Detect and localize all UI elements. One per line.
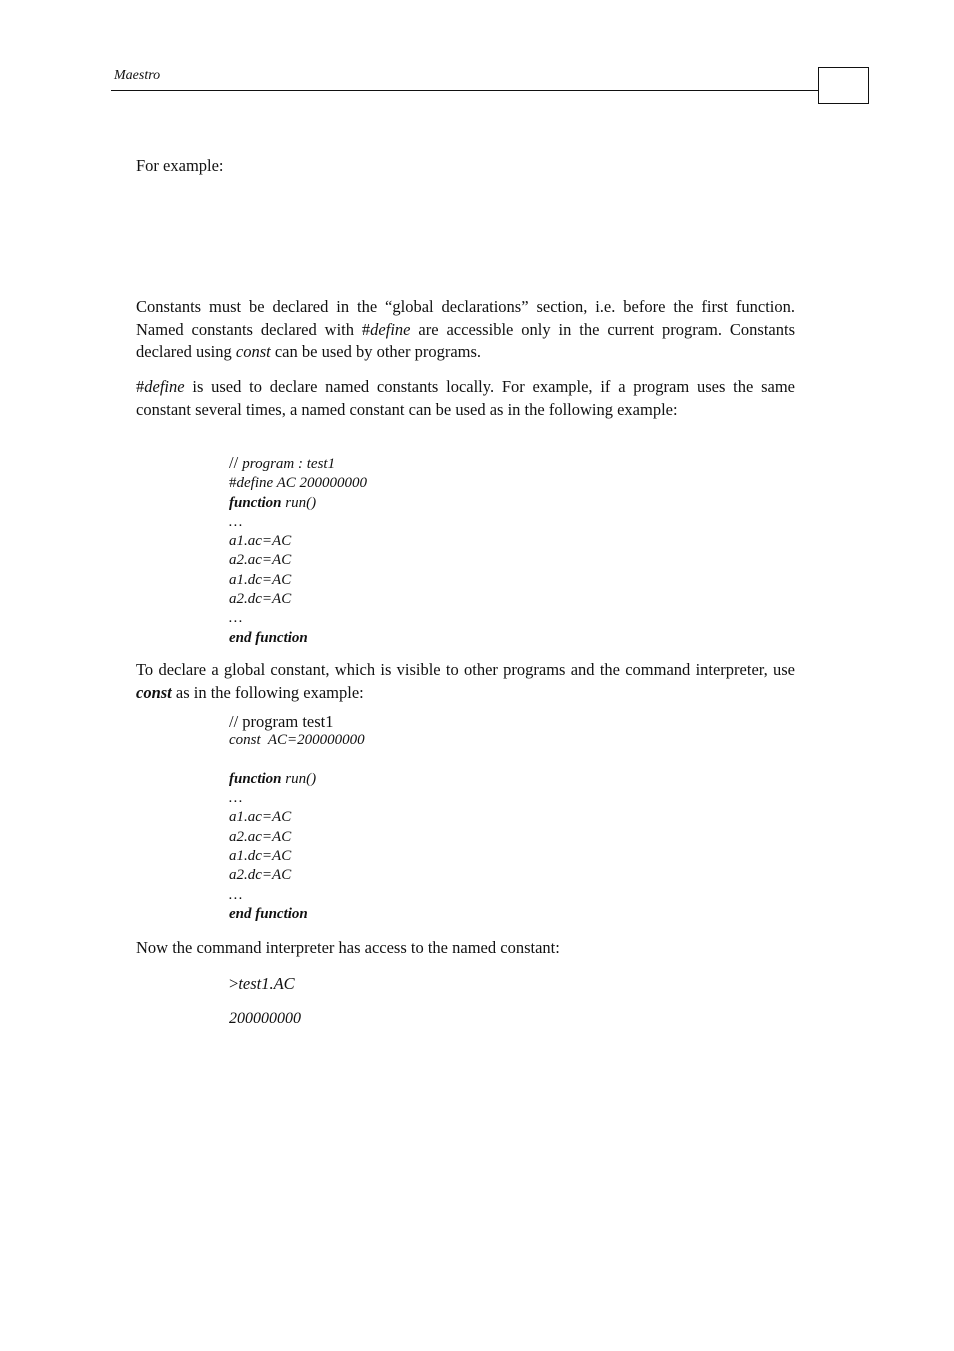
code3-command: test1.AC (238, 974, 295, 993)
code1-line-4: a2.dc=AC (229, 591, 292, 608)
code1-comment-line (229, 453, 367, 474)
page-number-box (818, 67, 869, 104)
para1-part2: are accessible only in the current program. Constants declared using (136, 319, 795, 361)
code1-line-1: a1.ac=AC (229, 533, 292, 550)
code2-ellipsis-2: … (229, 886, 243, 903)
para2-define: define (144, 377, 185, 396)
code2-blank-line (229, 751, 365, 770)
code-block-const (229, 712, 365, 924)
para1-part1: Constants must be declared in the “global declarations” section, i.e. before the first function. Named constants declared with # (136, 297, 795, 339)
paragraph-define-usage (136, 376, 795, 421)
code2-end-function: end function (229, 905, 308, 922)
code1-line-2: a2.ac=AC (229, 552, 292, 569)
code2-line-3: a1.dc=AC (229, 848, 292, 865)
code-block-interpreter-result (229, 1009, 301, 1028)
code1-define-rest: define AC 200000000 (236, 475, 368, 492)
code1-function-name: run() (281, 494, 317, 511)
code1-ellipsis-1: … (229, 513, 243, 530)
code1-comment-text: program : test1 (242, 456, 336, 472)
code1-ellipsis-2: … (229, 610, 243, 627)
header-rule (111, 90, 819, 91)
intro-text: For example: (136, 156, 224, 175)
paragraph-global-constant (136, 659, 795, 704)
code2-ellipsis-1: … (229, 790, 243, 807)
code1-function-line (229, 494, 367, 513)
para3-const: const (136, 682, 172, 702)
paragraph-interpreter-access: Now the command interpreter has access to the named constant: (136, 938, 560, 957)
code1-define-line (229, 474, 367, 493)
code2-line-1: a1.ac=AC (229, 809, 292, 826)
para1-define: define (370, 319, 411, 339)
para2-hash: # (136, 377, 145, 396)
code1-define-hash: # (229, 475, 237, 492)
para2-part1: is used to declare named constants locally. For example, if a program uses the same constant several times, a named constant can be used as in the following example: (136, 377, 795, 419)
para1-part3: can be used by other programs. (270, 342, 482, 361)
para3-part2: as in the following example: (171, 682, 364, 702)
code2-function-line (229, 770, 365, 789)
running-header-title: Maestro (114, 68, 161, 83)
code3-result: 200000000 (229, 1010, 301, 1027)
code3-prompt: > (229, 974, 239, 993)
code2-const-line: const AC=200000000 (229, 732, 365, 749)
code1-comment-slashes: // (229, 453, 243, 472)
code2-function-name: run() (281, 770, 317, 787)
code1-function-keyword: function (229, 494, 282, 511)
code-block-interpreter-command (229, 974, 295, 995)
code1-line-3: a1.dc=AC (229, 571, 292, 588)
para1-const: const (235, 342, 271, 361)
code2-comment-line: // program test1 (229, 712, 334, 731)
code2-line-2: a2.ac=AC (229, 828, 292, 845)
code2-line-4: a2.dc=AC (229, 867, 292, 884)
code3-command-line (229, 974, 295, 995)
code1-end-function: end function (229, 629, 308, 646)
para3-part1: To declare a global constant, which is visible to other programs and the command interpreter, use (136, 660, 795, 679)
code2-function-keyword: function (229, 770, 282, 787)
paragraph-constants-declaration (136, 296, 795, 364)
code-block-define (229, 453, 367, 648)
